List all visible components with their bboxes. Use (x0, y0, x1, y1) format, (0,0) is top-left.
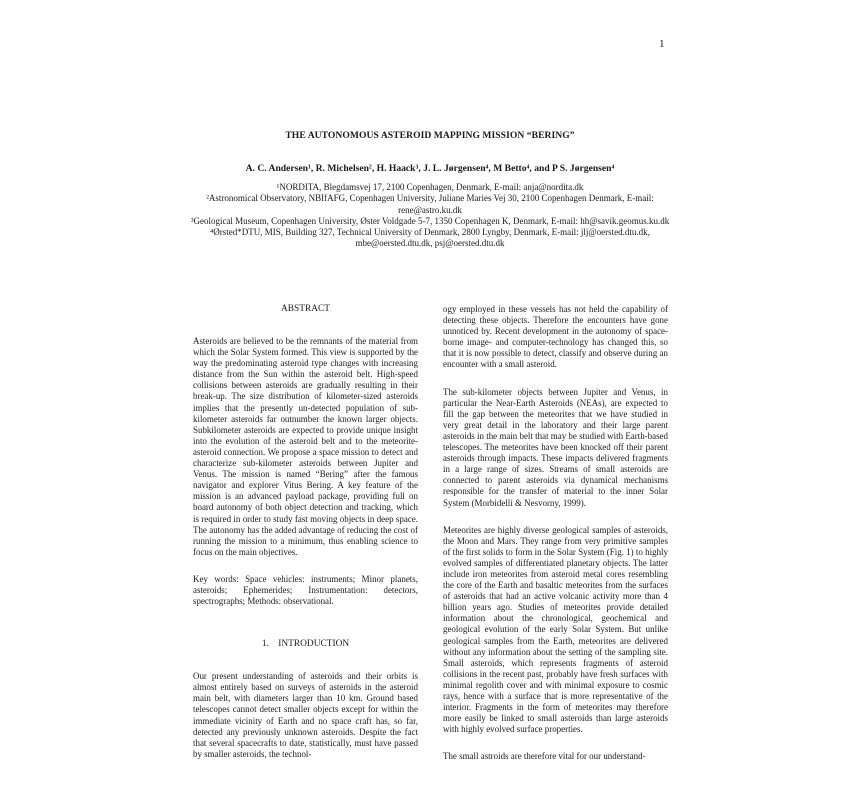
left-column (193, 304, 418, 760)
body-paragraph-4: The small astroids are therefore vital for our understand- (443, 751, 646, 762)
affiliation-2: ²Astronomical Observatory, NBIfAFG, Copenhagen University, Juliane Maries Vej 30, 2100 Copenhagen Denmark, E-mail: rene@astro.ku.dk (206, 193, 654, 215)
body-paragraph-3: Meteorites are highly diverse geological samples of asteroids, the Moon and Mars. They range from very primitive samples of the first solids to form in the Solar System (Fig. 1) to highly evolved samples of differentiated planetary objects. The latter include iron meteorites from asteroid metal cores resembling the core of the Earth and basaltic meteorites from the surfaces of asteroids that had an active volcanic activity more than 4 billion years ago. Studies of meteorites provide detailed information about the chronological, geochemical and geological evolution of the early Solar System. But unlike geological samples from the Earth, meteorites are delivered without any information about the setting of the sampling site. Small asteroids, which represents fragments of asteroid collisions in the recent past, probably have fresh surfaces with minimal regolith cover and with minimal exposure to cosmic rays, hence with a surface that is more representative of the interior. Fragments in the form of meteorites may therefore more easily be linked to small asteroids than large asteroids with highly evolved surface properties. (443, 524, 668, 735)
right-column (443, 304, 668, 762)
paper-title: THE AUTONOMOUS ASTEROID MAPPING MISSION “BERING” (285, 130, 575, 141)
affiliation-3: ³Geological Museum, Copenhagen University, Øster Voldgade 5-7, 1350 Copenhagen K, Denmark, E-mail: hh@savik.geomus.ku.dk (190, 215, 670, 226)
body-paragraph-1: ogy employed in these vessels has not held the capability of detecting these objects. Therefore the encounters have gone unnoticed by. Recent development in the autonomy of space-borne image- and computer-technology has changed this, so that it is now possible to detect, classify and observe during an encounter with a small asteroid. (443, 304, 668, 370)
abstract-text: Asteroids are believed to be the remnants of the material from which the Solar System formed. This view is supported by the way the predominating asteroid type changes with increasing distance from the Sun within the asteroid belt. High-speed collisions between asteroids are gradually resulting in their break-up. The size distribution of kilometer-sized asteroids implies that the presently un-detected population of sub-kilometer asteroids far outnumber the known larger objects. Subkilometer asteroids are expected to provide unique insight into the evolution of the asteroid belt and to the meteorite-asteroid connection. We propose a space mission to detect and characterize sub-kilometer asteroids between Jupiter and Venus. The mission is named “Bering” after the famous navigator and explorer Vitus Bering. A key feature of the mission is an advanced payload package, providing full on board autonomy of both object detection and tracking, which is required in order to study fast moving objects in deep space. The autonomy has the added advantage of reducing the cost of running the mission to a minimum, thus enabling science to focus on the main objectives. (193, 336, 418, 557)
affiliation-list (190, 182, 670, 250)
abstract-heading: ABSTRACT (281, 304, 330, 314)
body-paragraph-2: The sub-kilometer objects between Jupiter and Venus, in particular the Near-Earth Asteroids (NEAs), are expected to fill the gap between the meteorites that we have studied in very great detail in the laboratory and their large parent asteroids in the main belt that may be studied with Earth-based telescopes. The meteorites have been knocked off their parent asteroids through impacts. These impacts delivered fragments in a large range of sizes. Streams of small asteroids are connected to parent asteroids via dynamical mechanisms responsible for the transfer of material to the inner Solar System (Morbidelli & Nesvorny, 1999). (443, 386, 668, 508)
author-list: A. C. Andersen¹, R. Michelsen², H. Haack³, J. L. Jørgensen⁴, M Betto⁴, and P S. Jørgensen⁴ (245, 163, 615, 174)
page-number: 1 (659, 38, 665, 50)
affiliation-4: ⁴Ørsted*DTU, MIS, Building 327, Technical University of Denmark, 2800 Lyngby, Denmark, E-mail: jlj@oersted.dtu.dk, mbe@oersted.dtu.dk, psj@oersted.dtu.dk (210, 227, 650, 249)
keywords-text: Key words: Space vehicles: instruments; Minor planets, asteroids; Ephemerides; Instrumentation: detectors, spectrographs; Methods: observational. (193, 573, 418, 607)
introduction-text: Our present understanding of asteroids and their orbits is almost entirely based on surveys of asteroids in the asteroid main belt, with diameters larger than 10 km. Ground based telescopes cannot detect smaller objects except for within the immediate vicinity of Earth and no space craft has, so far, detected any previously unknown asteroids. Despite the fact that several spacecrafts to date, statistically, must have passed by smaller asteroids, the technol- (193, 671, 418, 759)
introduction-heading: 1. INTRODUCTION (261, 639, 350, 650)
affiliation-1: ¹NORDITA, Blegdamsvej 17, 2100 Copenhagen, Denmark, E-mail: anja@nordita.dk (276, 182, 584, 192)
